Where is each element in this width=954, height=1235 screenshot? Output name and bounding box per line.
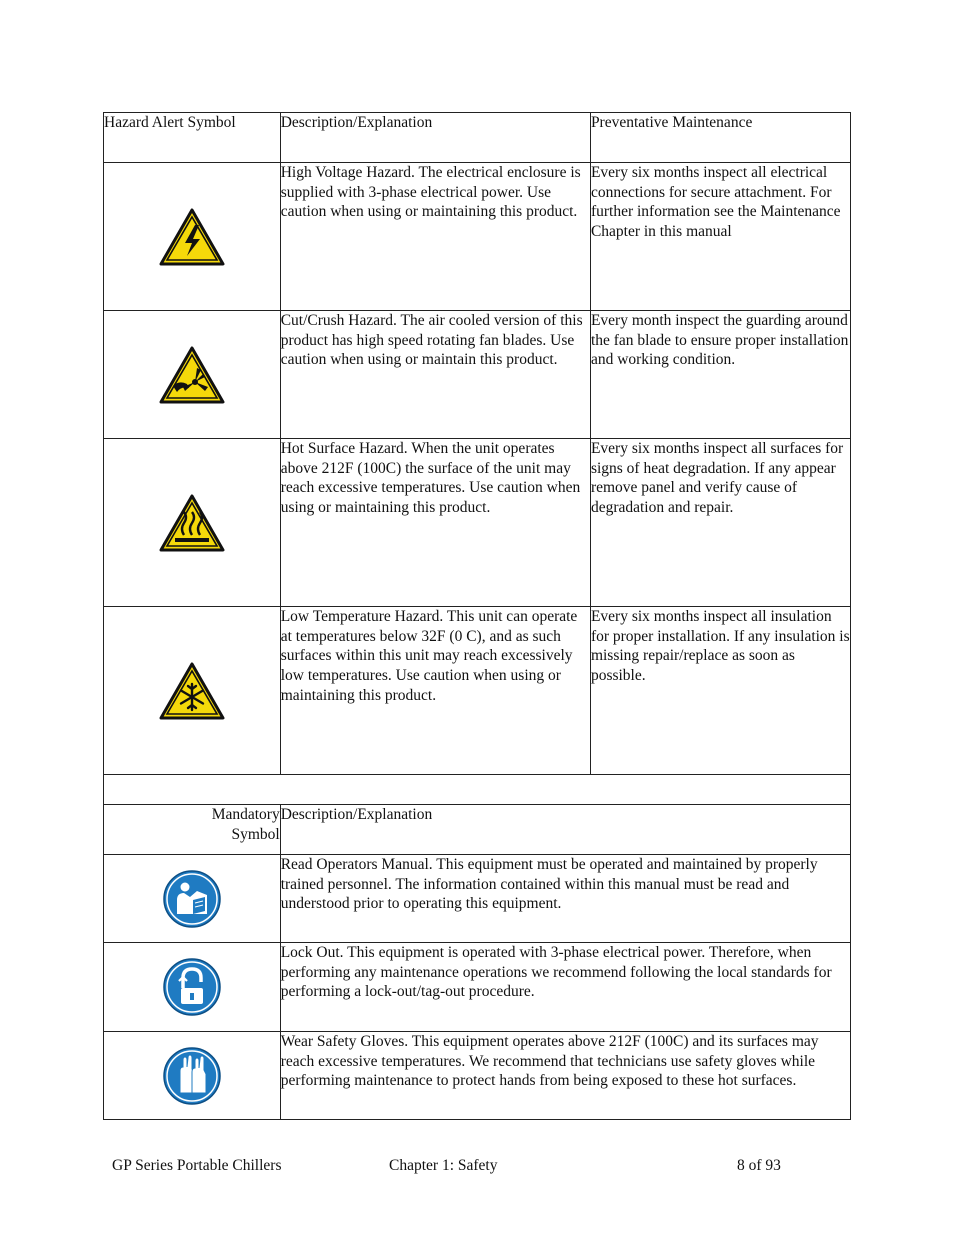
mandatory-description: Lock Out. This equipment is operated with 3-phase electrical power. Therefore, when performing any maintenance operations we recommend following the local standards for performing a lock-out/tag-out procedure.: [280, 943, 850, 1032]
mandatory-symbol-cell: [104, 1032, 281, 1120]
mandatory-description: Wear Safety Gloves. This equipment operates above 212F (100C) and its surfaces may reach excessive temperatures. We recommend that technicians use safety gloves while performing maintenance to protect hands from being exposed to these hot surfaces.: [280, 1032, 850, 1120]
footer-document-title: GP Series Portable Chillers: [112, 1157, 282, 1174]
hot-surface-warning-icon: [159, 494, 225, 552]
hazard-symbol-cell: [104, 311, 281, 439]
hazard-row: [104, 163, 851, 311]
spacer-cell: [104, 775, 851, 805]
hazard-symbol-cell: [104, 163, 281, 311]
hazard-maintenance: Every six months inspect all surfaces for signs of heat degradation. If any appear remove panel and verify cause of degradation and repair.: [590, 439, 850, 607]
safety-symbols-table: [103, 112, 851, 1120]
hazard-description: Low Temperature Hazard. This unit can operate at temperatures below 32F (0 C), and as such surfaces within this unit may reach excessively low temperatures. Use caution when using or maintaining this product.: [280, 607, 590, 775]
hazard-row: [104, 311, 851, 439]
mandatory-symbol-cell: [104, 943, 281, 1032]
hazard-description: Cut/Crush Hazard. The air cooled version of this product has high speed rotating fan blades. Use caution when using or maintain this product.: [280, 311, 590, 439]
hazard-description-header: Description/Explanation: [280, 113, 590, 163]
safety-gloves-icon: [163, 1047, 221, 1105]
cut-crush-fan-warning-icon: [159, 346, 225, 404]
mandatory-symbol-cell: [104, 855, 281, 943]
hazard-symbol-header: Hazard Alert Symbol: [104, 113, 281, 163]
hazard-maintenance-header: Preventative Maintenance: [590, 113, 850, 163]
mandatory-description: Read Operators Manual. This equipment must be operated and maintained by properly trained personnel. The information contained within this manual must be read and understood prior to operating this equipment.: [280, 855, 850, 943]
hazard-description: High Voltage Hazard. The electrical enclosure is supplied with 3-phase electrical power. Use caution when using or maintaining this product.: [280, 163, 590, 311]
mandatory-description-header: Description/Explanation: [280, 805, 850, 855]
footer-page-number: 8 of 93: [737, 1157, 781, 1174]
mandatory-symbol-header-text: Mandatory Symbol: [211, 806, 280, 843]
high-voltage-warning-icon: [159, 208, 225, 266]
hazard-description: Hot Surface Hazard. When the unit operates above 212F (100C) the surface of the unit may reach excessive temperatures. Use caution when using or maintaining this product.: [280, 439, 590, 607]
read-manual-icon: [163, 870, 221, 928]
low-temperature-warning-icon: [159, 662, 225, 720]
hazard-row: [104, 607, 851, 775]
hazard-symbol-cell: [104, 439, 281, 607]
spacer-row: [104, 775, 851, 805]
hazard-row: [104, 439, 851, 607]
mandatory-symbol-header: [104, 805, 281, 855]
mandatory-header-row: [104, 805, 851, 855]
hazard-maintenance: Every six months inspect all insulation for proper installation. If any insulation is missing repair/replace as soon as possible.: [590, 607, 850, 775]
hazard-maintenance: Every six months inspect all electrical connections for secure attachment. For further information see the Maintenance Chapter in this manual: [590, 163, 850, 311]
footer-chapter: Chapter 1: Safety: [389, 1157, 498, 1174]
lock-out-icon: [163, 958, 221, 1016]
hazard-symbol-cell: [104, 607, 281, 775]
mandatory-row: [104, 855, 851, 943]
hazard-maintenance: Every month inspect the guarding around the fan blade to ensure proper installation and working condition.: [590, 311, 850, 439]
mandatory-row: [104, 1032, 851, 1120]
hazard-header-row: [104, 113, 851, 163]
mandatory-row: [104, 943, 851, 1032]
